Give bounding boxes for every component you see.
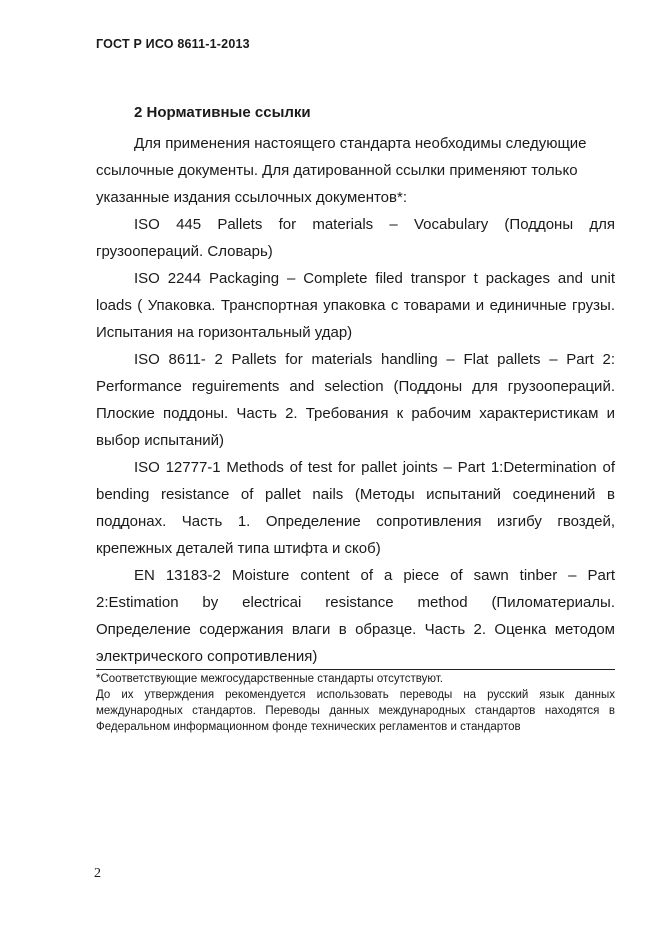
footnote-1: *Соответствующие межгосударственные стандарты отсутствуют.: [96, 673, 443, 685]
reference-iso-8611-2: ISO 8611- 2 Pallets for materials handling – Flat pallets – Part 2: Performance reguirements and selection (Поддоны для грузоопераций. Плоские поддоны. Часть 2. Требования к рабочим характеристикам и выбор испытаний): [96, 351, 615, 449]
footnote-2: До их утверждения рекомендуется использовать переводы на русский язык данных международных стандартов. Переводы данных международных стандартов находятся в Федеральном информационном фонде технических регламентов и стандартов: [96, 689, 615, 733]
footnote-divider: [96, 669, 615, 670]
reference-iso-445: ISO 445 Pallets for materials – Vocabulary (Поддоны для грузоопераций. Словарь): [96, 216, 615, 260]
intro-paragraph: Для применения настоящего стандарта необходимы следующие ссылочные документы. Для датированной ссылки применяют только указанные издания ссылочных документов*:: [96, 135, 587, 206]
page-number: 2: [94, 866, 101, 881]
document-header: ГОСТ Р ИСО 8611-1-2013: [96, 37, 250, 51]
section-title: 2 Нормативные ссылки: [134, 104, 311, 121]
reference-en-13183-2: EN 13183-2 Moisture content of a piece of sawn tinber – Part 2:Estimation by electricai resistance method (Пиломатериалы. Определение содержания влаги в образце. Часть 2. Оценка методом электрического сопротивления): [96, 567, 615, 665]
reference-iso-2244: ISO 2244 Packaging – Complete filed transpor t packages and unit loads ( Упаковка. Транспортная упаковка с товарами и единичные грузы. Испытания на горизонтальный удар): [96, 270, 615, 341]
section-body: [96, 130, 615, 670]
reference-iso-12777-1: ISO 12777-1 Methods of test for pallet joints – Part 1:Determination of bending resistance of pallet nails (Методы испытаний соединений в поддонах. Часть 1. Определение сопротивления изгибу гвоздей, крепежных деталей типа штифта и скоб): [96, 459, 615, 557]
footnotes: [96, 671, 615, 735]
